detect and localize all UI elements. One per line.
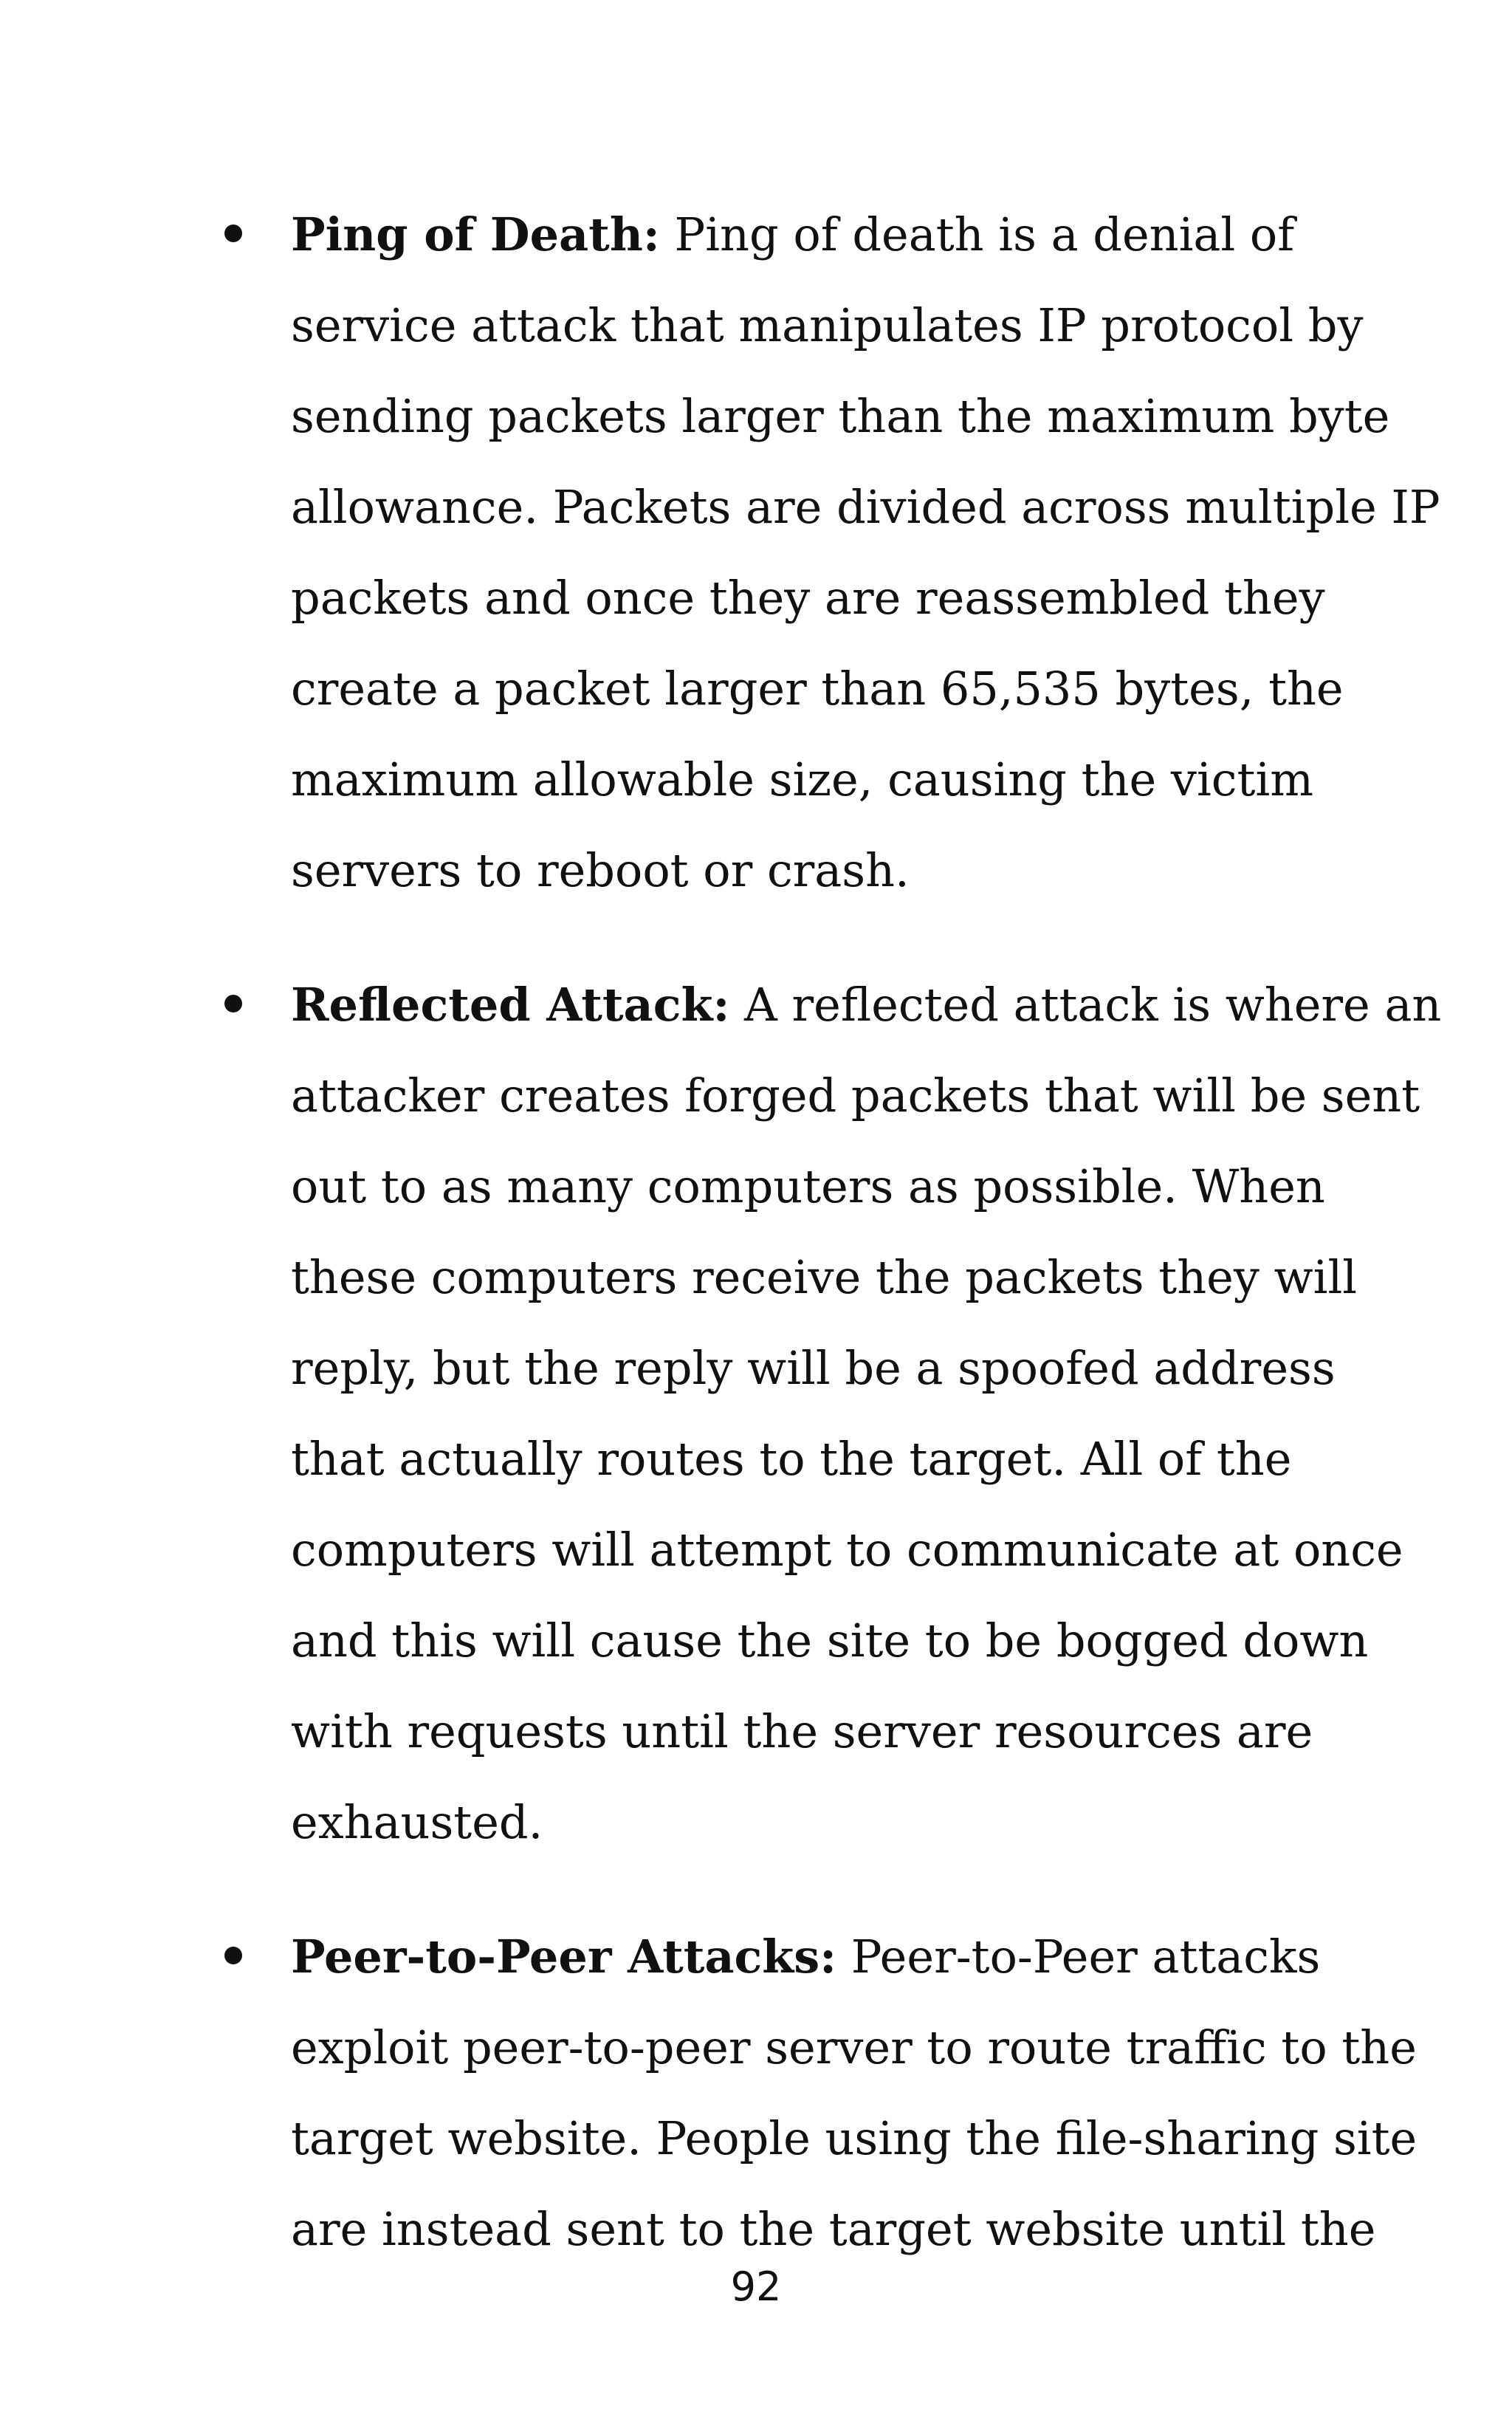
entry-line: exhausted. — [291, 1795, 543, 1849]
entry-line: reply, but the reply will be a spoofed address — [291, 1341, 1336, 1395]
entry-line — [291, 1911, 1384, 2002]
entry-line: maximum allowable size, causing the victim — [291, 753, 1314, 806]
entry-line: servers to reboot or crash. — [291, 843, 910, 897]
entry-line: out to as many computers as possible. When — [291, 1159, 1325, 1213]
entry-line — [291, 189, 1384, 280]
entry-line: allowance. Packets are divided across multiple IP — [291, 480, 1440, 534]
entry-line: service attack that manipulates IP protocol by — [291, 298, 1364, 352]
entry-line: create a packet larger than 65,535 bytes, the — [291, 662, 1344, 716]
entry-text: A reflected attack is where an — [729, 978, 1442, 1032]
entry-line: attacker creates forged packets that will be sent — [291, 1069, 1420, 1122]
list-item-peer-to-peer-attacks — [291, 1911, 1418, 2275]
entry-line: and this will cause the site to be bogged down — [291, 1614, 1369, 1667]
bullet-icon — [224, 1947, 242, 1964]
entry-line: with requests until the server resources are — [291, 1704, 1313, 1758]
entry-term: Peer-to-Peer Attacks: — [291, 1930, 837, 1984]
entry-line: packets and once they are reassembled they — [291, 571, 1325, 625]
entry-line: these computers receive the packets they will — [291, 1250, 1358, 1304]
entry-line: that actually routes to the target. All of the — [291, 1432, 1292, 1486]
entry-term: Ping of Death: — [291, 208, 660, 261]
entry-line — [291, 959, 1442, 1050]
page-number: 92 — [730, 2263, 782, 2310]
entry-text: Ping of death is a denial of — [659, 208, 1295, 261]
entry-line: sending packets larger than the maximum byte — [291, 389, 1390, 443]
bullet-icon — [224, 995, 242, 1012]
entry-line: exploit peer-to-peer server to route traffic to the — [291, 2020, 1417, 2074]
entry-line: computers will attempt to communicate at once — [291, 1523, 1403, 1577]
bullet-icon — [224, 224, 242, 242]
entry-term: Reflected Attack: — [291, 978, 730, 1032]
list-item-ping-of-death — [291, 189, 1440, 916]
list-item-reflected-attack — [291, 959, 1442, 1868]
entry-line: are instead sent to the target website until the — [291, 2202, 1376, 2256]
entry-line: target website. People using the file-sharing site — [291, 2111, 1418, 2165]
entry-text: Peer-to-Peer attacks — [836, 1930, 1321, 1984]
